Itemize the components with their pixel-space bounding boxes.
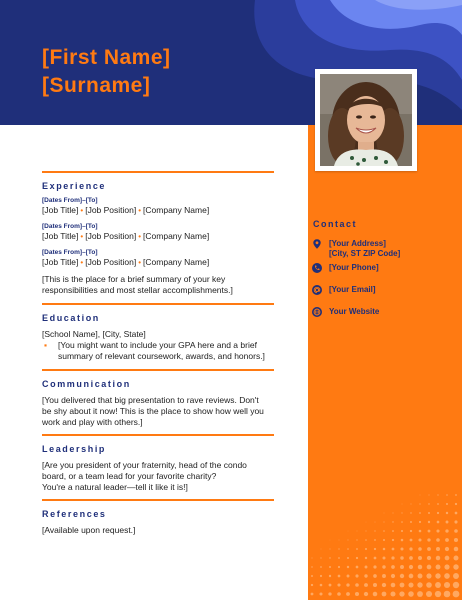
profile-photo: [320, 74, 412, 166]
location-pin-icon: [312, 239, 322, 249]
divider: [42, 434, 274, 436]
leadership-text: [42, 460, 277, 493]
job-position: [Job Position]: [85, 231, 137, 241]
job-title: [Job Title]: [42, 231, 79, 241]
paragraph-line: You're a natural leader—tell it like it is!]: [42, 482, 188, 492]
job-line: [42, 205, 209, 215]
experience-summary: [42, 274, 277, 296]
contact-email: [312, 285, 376, 295]
divider: [42, 303, 274, 305]
paragraph-line: be shy about it now! This is the place to show how well you: [42, 406, 264, 416]
job-position: [Job Position]: [85, 205, 137, 215]
divider: [42, 171, 274, 173]
paragraph-line: board, or a team lead for your favorite charity?: [42, 471, 217, 481]
separator-dot: •: [80, 206, 84, 215]
contact-website: [312, 307, 379, 317]
divider: [42, 369, 274, 371]
contact-phone: [312, 263, 379, 273]
separator-dot: •: [138, 232, 142, 241]
education-heading: Education: [42, 313, 100, 323]
address-line-1: [Your Address]: [329, 239, 386, 248]
job-dates: [Dates From]–[To]: [42, 249, 98, 256]
bullet-marker: ▪: [44, 340, 48, 350]
website-text[interactable]: Your Website: [329, 307, 380, 316]
communication-text: [42, 395, 277, 428]
dot-pattern: [308, 125, 462, 600]
summary-line: [This is the place for a brief summary of your key: [42, 274, 226, 284]
email-text[interactable]: [Your Email]: [329, 285, 376, 294]
job-line: [42, 231, 209, 241]
phone-icon: [312, 263, 322, 273]
divider: [42, 499, 274, 501]
paragraph-line: work and play with others.]: [42, 417, 143, 427]
separator-dot: •: [80, 258, 84, 267]
phone-text[interactable]: [Your Phone]: [329, 263, 379, 272]
job-dates: [Dates From]–[To]: [42, 197, 98, 204]
job-position: [Job Position]: [85, 257, 137, 267]
school-line: [School Name], [City, State]: [42, 329, 146, 339]
job-title: [Job Title]: [42, 205, 79, 215]
job-line: [42, 257, 209, 267]
company-name: [Company Name]: [143, 257, 210, 267]
references-heading: References: [42, 509, 107, 519]
contact-sidebar: [308, 125, 462, 600]
bullet-line: [You might want to include your GPA here and a brief: [58, 340, 257, 350]
email-icon: [312, 285, 322, 295]
company-name: [Company Name]: [143, 205, 210, 215]
surname: [Surname]: [42, 74, 151, 97]
experience-heading: Experience: [42, 181, 107, 191]
education-bullet: [44, 340, 276, 362]
paragraph-line: [Are you president of your fraternity, head of the condo: [42, 460, 247, 470]
profile-photo-frame: [315, 69, 417, 171]
references-text: [Available upon request.]: [42, 525, 136, 535]
first-name: [First Name]: [42, 46, 171, 69]
full-name: [42, 44, 171, 100]
paragraph-line: [You delivered that big presentation to rave reviews. Don't: [42, 395, 259, 405]
separator-dot: •: [138, 206, 142, 215]
summary-line: responsibilities and most stellar accomplishments.]: [42, 285, 233, 295]
address-line-2: [City, ST ZIP Code]: [329, 249, 401, 258]
contact-address: [312, 239, 400, 259]
communication-heading: Communication: [42, 379, 131, 389]
bullet-line: summary of relevant coursework, awards, and honors.]: [58, 351, 265, 361]
job-dates: [Dates From]–[To]: [42, 223, 98, 230]
job-title: [Job Title]: [42, 257, 79, 267]
website-icon: [312, 307, 322, 317]
separator-dot: •: [80, 232, 84, 241]
company-name: [Company Name]: [143, 231, 210, 241]
contact-heading: Contact: [313, 219, 357, 229]
leadership-heading: Leadership: [42, 444, 107, 454]
separator-dot: •: [138, 258, 142, 267]
